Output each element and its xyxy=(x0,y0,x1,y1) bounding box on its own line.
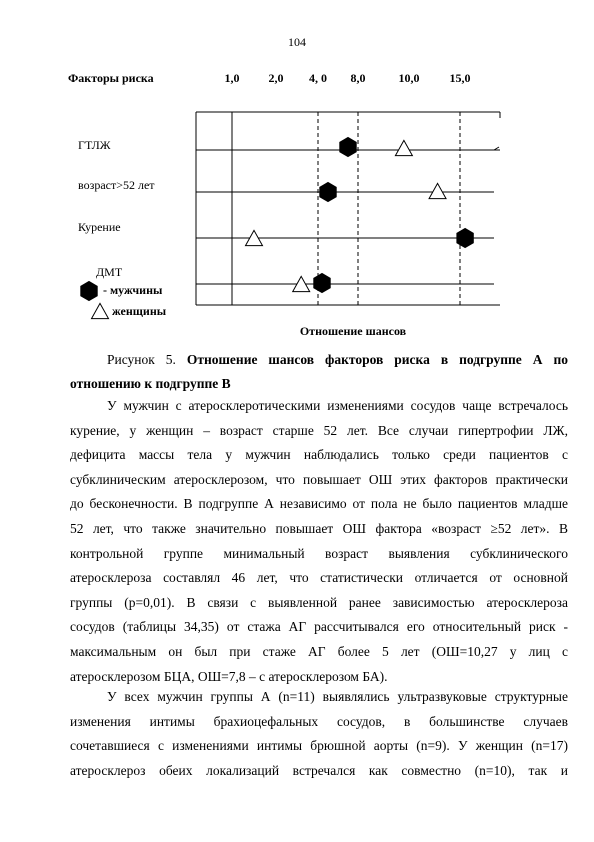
text-line: группы (р=0,01). В связи с выявленной ранее зависимостью атеросклероза xyxy=(70,594,568,610)
x-tick-label: 4, 0 xyxy=(309,71,327,85)
paragraph-1 xyxy=(70,394,568,689)
x-heading: Факторы риска xyxy=(68,71,154,85)
text-line: 52 лет, что также значительно повышает ОШ фактора «возраст ≥52 лет». В xyxy=(70,520,568,536)
caption-title: Отношение шансов факторов риска в подгруппе А по xyxy=(186,352,568,367)
text-line: У всех мужчин группы А (n=11) выявлялись ультразвуковые структурные xyxy=(107,689,568,704)
women-marker xyxy=(395,140,412,155)
text-line: контрольной группе минимальный возраст выявления субклинического xyxy=(70,545,568,561)
men-marker xyxy=(314,274,330,293)
category-label-gtlzh: ГТЛЖ xyxy=(78,138,111,152)
x-tick-label: 1,0 xyxy=(224,71,240,85)
text-line: курение, у женщин – возраст старше 52 лет. Все случаи гипертрофии ЛЖ, xyxy=(70,422,568,438)
legend-men-label: - мужчины xyxy=(103,283,163,297)
legend-women-label: женщины xyxy=(112,304,167,318)
text-line: изменения интимы брахиоцефальных сосудов, в большинстве случаев xyxy=(70,713,568,729)
text-line: максимальным он был при стаже АГ более 5 лет (ОШ=10,27 у лиц с xyxy=(70,643,568,659)
caption-title-line2: отношению к подгруппе В xyxy=(70,376,231,391)
text-line: субклиническим атеросклерозом, что повышает ОШ этих факторов практически xyxy=(70,471,568,487)
x-tick-label: 15,0 xyxy=(449,71,471,85)
legend-women-marker xyxy=(92,303,109,318)
paragraph-2 xyxy=(70,685,568,783)
text-line: атеросклероза составлял 46 лет, что статистически отличается от основной xyxy=(70,570,568,586)
figure-caption xyxy=(70,348,568,396)
text-line: сосудов (таблицы 34,35) от стажа АГ рассчитывался его относительный риск - xyxy=(70,619,568,635)
caption-label: Рисунок 5. xyxy=(107,352,187,367)
text-line: атеросклероз обеих локализаций встречался как совместно (n=10), так и xyxy=(70,762,568,778)
men-marker xyxy=(340,138,356,157)
x-tick-label: 8,0 xyxy=(350,71,366,85)
category-label-smoking: Курение xyxy=(78,220,121,234)
category-label-age: возраст>52 лет xyxy=(78,178,155,192)
men-marker xyxy=(457,229,473,248)
text-line: атеросклерозом БЦА, ОШ=7,8 – с атеросклерозом БА). xyxy=(70,668,388,684)
text-line: дефицита массы тела у мужчин наблюдались только среди пациентов с xyxy=(70,447,568,463)
category-label-dmt: ДМТ xyxy=(96,265,123,279)
chart-plot xyxy=(0,0,594,330)
legend-men-marker xyxy=(81,282,97,301)
x-tick-label: 2,0 xyxy=(268,71,284,85)
men-marker xyxy=(320,183,336,202)
x-tick-label: 10,0 xyxy=(398,71,420,85)
page-number: 104 xyxy=(288,35,306,49)
text-line: У мужчин с атеросклеротическими изменениями сосудов чаще встречалось xyxy=(107,398,568,413)
women-marker xyxy=(429,183,446,198)
text-line: до бесконечности. В подгруппе А независимо от пола не было пациентов младше xyxy=(70,496,568,512)
text-line: сочетавшиеся с изменениями интимы брюшной аорты (n=9). У женщин (n=17) xyxy=(70,738,568,754)
x-axis-label: Отношение шансов xyxy=(299,324,407,338)
